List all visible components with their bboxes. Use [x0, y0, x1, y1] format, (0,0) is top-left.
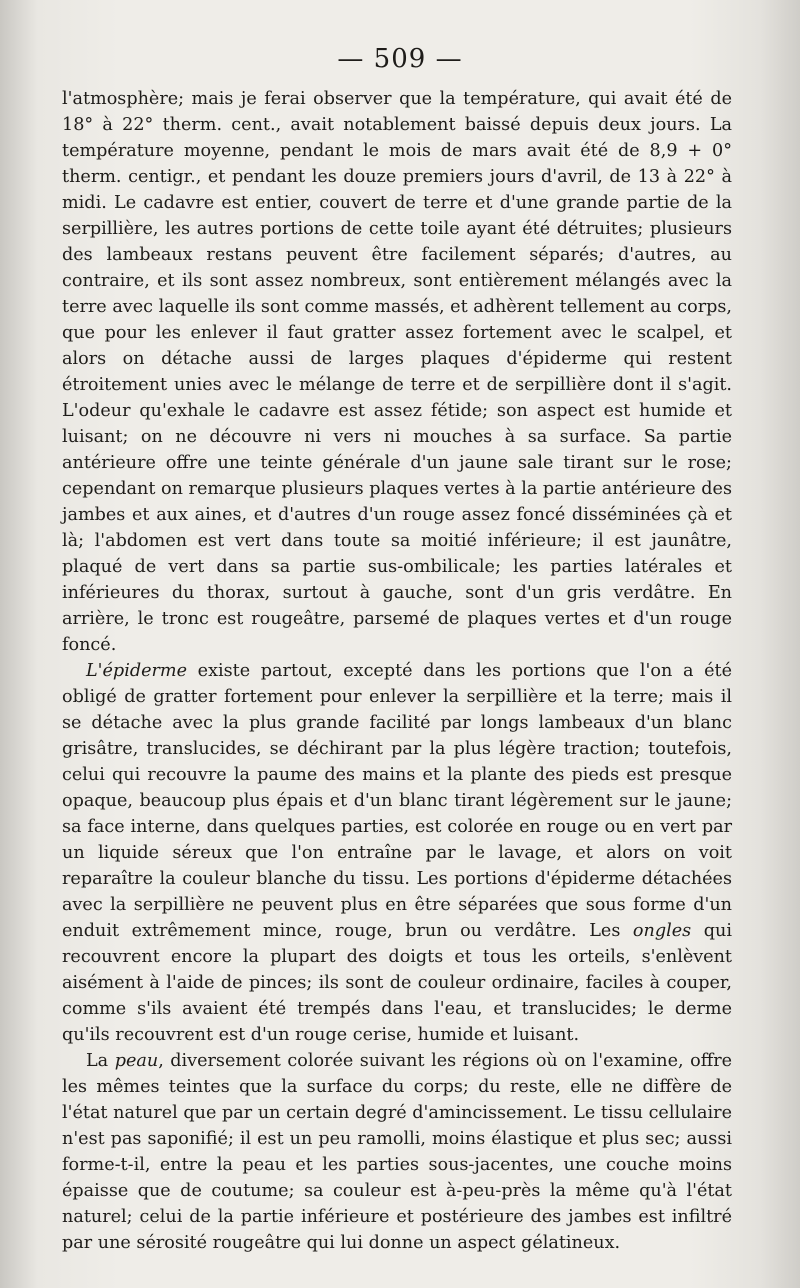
body-text: [62, 86, 732, 1256]
page-number: — 509 —: [337, 44, 463, 74]
paragraph: [62, 1048, 732, 1256]
paragraph-text: , diversement colorée suivant les régions où on l'examine, offre les mêmes teintes que la surface du corps; du reste, elle ne diffère de l'état naturel que par un certain degré d'amincissement. Le tissu cellulaire n'est pas saponifié; il est un peu ramolli, moins élastique et plus sec; aussi forme-t-il, entre la peau et les parties sous-jacentes, une couche moins épaisse que de coutume; sa couleur est à-peu-près la même qu'à l'état naturel; celui de la partie inférieure et postérieure des jambes est infiltré par une sérosité rougeâtre qui lui donne un aspect gélatineux.: [62, 1051, 733, 1253]
emphasis-text: L'épiderme: [86, 661, 188, 681]
emphasis-text: ongles: [632, 921, 692, 941]
paragraph-text: La: [86, 1051, 115, 1071]
emphasis-text: peau: [114, 1051, 159, 1071]
paragraph: [62, 658, 732, 1048]
paragraph-text: qui recouvrent encore la plupart des doigts et tous les orteils, s'enlèvent aisément à l'aide de pinces; ils sont de couleur ordinaire, faciles à couper, comme s'ils avaient été trempés dans l'eau, et translucides; le derme qu'ils recouvrent est d'un rouge cerise, humide et luisant.: [62, 921, 732, 1045]
paragraph: [62, 86, 732, 658]
paragraph-text: l'atmosphère; mais je ferai observer que la température, qui avait été de 18° à 22° therm. cent., avait notablement baissé depuis deux jours. La température moyenne, pendant le mois de mars avait été de 8,9 + 0° therm. centigr., et pendant les douze premiers jours d'avril, de 13 à 22° à midi. Le cadavre est entier, couvert de terre et d'une grande partie de la serpillière, les autres portions de cette toile ayant été détruites; plusieurs des lambeaux restans peuvent être facilement séparés; d'autres, au contraire, et ils sont assez nombreux, sont entièrement mélangés avec la terre avec laquelle ils sont comme massés, et adhèrent tellement au corps, que pour les enlever il faut gratter assez fortement avec le scalpel, et alors on détache aussi de larges plaques d'épiderme qui restent étroitement unies avec le mélange de terre et de serpillière dont il s'agit. L'odeur qu'exhale le cadavre est assez fétide; son aspect est humide et luisant; on ne découvre ni vers ni mouches à sa surface. Sa partie antérieure offre une teinte générale d'un jaune sale tirant sur le rose; cependant on remarque plusieurs plaques vertes à la partie antérieure des jambes et aux aines, et d'autres d'un rouge assez foncé disséminées çà et là; l'abdomen est vert dans toute sa moitié inférieure; il est jaunâtre, plaqué de vert dans sa partie sus-ombilicale; les parties latérales et inférieures du thorax, surtout à gauche, sont d'un gris verdâtre. En arrière, le tronc est rougeâtre, parsemé de plaques vertes et d'un rouge foncé.: [62, 89, 732, 655]
paragraph-text: existe partout, excepté dans les portions que l'on a été obligé de gratter fortement pour enlever la serpillière et la terre; mais il se détache avec la plus grande facilité par longs lambeaux d'un blanc grisâtre, translucides, se déchirant par la plus légère traction; toutefois, celui qui recouvre la paume des mains et la plante des pieds est presque opaque, beaucoup plus épais et d'un blanc tirant légèrement sur le jaune; sa face interne, dans quelques parties, est colorée en rouge ou en vert par un liquide séreux que l'on entraîne par le lavage, et alors on voit reparaître la couleur blanche du tissu. Les portions d'épiderme détachées avec la serpillière ne peuvent plus en être séparées que sous forme d'un enduit extrêmement mince, rouge, brun ou verdâtre. Les: [62, 661, 732, 941]
